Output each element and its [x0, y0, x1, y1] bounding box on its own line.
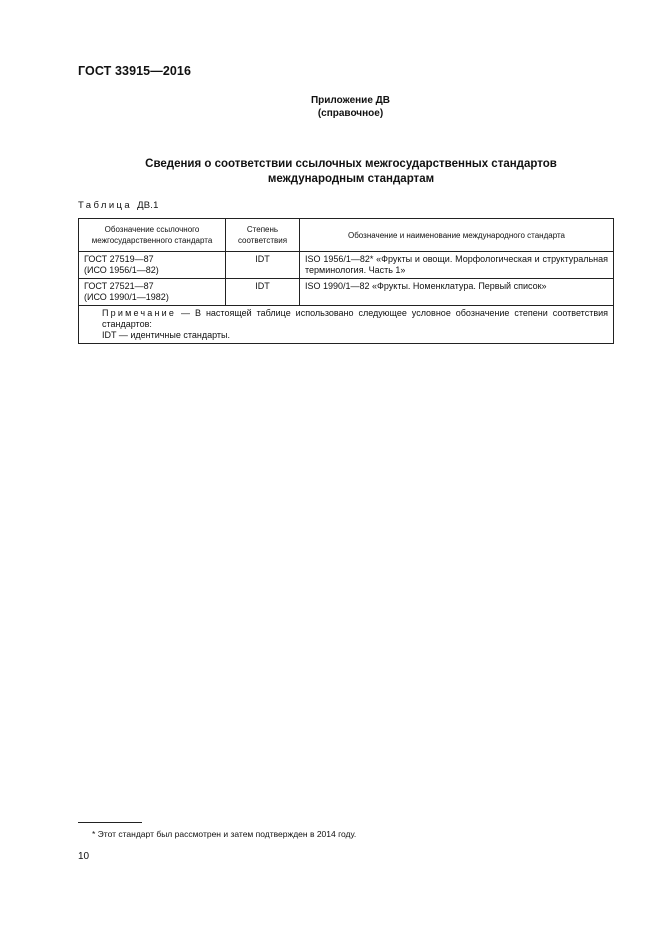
table-row — [79, 279, 614, 306]
international-standard: ISO 1990/1—82 «Фрукты. Номенклатура. Первый список» — [300, 279, 614, 306]
column-header-degree: Степень соответствия — [226, 219, 300, 252]
table-note — [79, 306, 614, 344]
degree-of-correspondence: IDT — [226, 279, 300, 306]
column-header-international: Обозначение и наименование международного стандарта — [300, 219, 614, 252]
correspondence-table — [78, 218, 614, 344]
reference-iso-equivalent: (ИСО 1990/1—1982) — [84, 292, 169, 302]
note-paragraph — [84, 308, 608, 330]
reference-iso-equivalent: (ИСО 1956/1—82) — [84, 265, 159, 275]
section-title — [78, 157, 624, 187]
table-caption-word: Таблица — [78, 200, 133, 211]
table-row — [79, 252, 614, 279]
appendix-type: (справочное) — [317, 108, 384, 119]
table-note-row — [79, 306, 614, 344]
footnote-separator — [78, 822, 142, 823]
table-caption — [78, 200, 159, 211]
table-header-row — [79, 219, 614, 252]
reference-standard: ГОСТ 27521—87 — [84, 281, 154, 291]
column-header-reference: Обозначение ссылочного межгосударственного стандарта — [79, 219, 226, 252]
reference-standard-cell — [79, 252, 226, 279]
standard-code: ГОСТ 33915—2016 — [78, 64, 192, 78]
note-lead: Примечание — [102, 308, 177, 318]
table-caption-number: ДВ.1 — [137, 200, 159, 211]
page-number: 10 — [78, 851, 90, 862]
degree-of-correspondence: IDT — [226, 252, 300, 279]
note-item: IDT — идентичные стандарты. — [102, 330, 231, 340]
international-standard: ISO 1956/1—82* «Фрукты и овощи. Морфологическая и структуральная терминология. Часть 1» — [300, 252, 614, 279]
reference-standard: ГОСТ 27519—87 — [84, 254, 154, 264]
section-title-line2: международным стандартам — [267, 173, 435, 185]
footnote: * Этот стандарт был рассмотрен и затем подтвержден в 2014 году. — [92, 829, 357, 839]
note-text: — В настоящей таблице использовано следующее условное обозначение степени соответствия стандартов: — [102, 308, 608, 329]
reference-standard-cell — [79, 279, 226, 306]
section-title-line1: Сведения о соответствии ссылочных межгосударственных стандартов — [145, 158, 557, 170]
appendix-title: Приложение ДВ — [310, 95, 391, 106]
